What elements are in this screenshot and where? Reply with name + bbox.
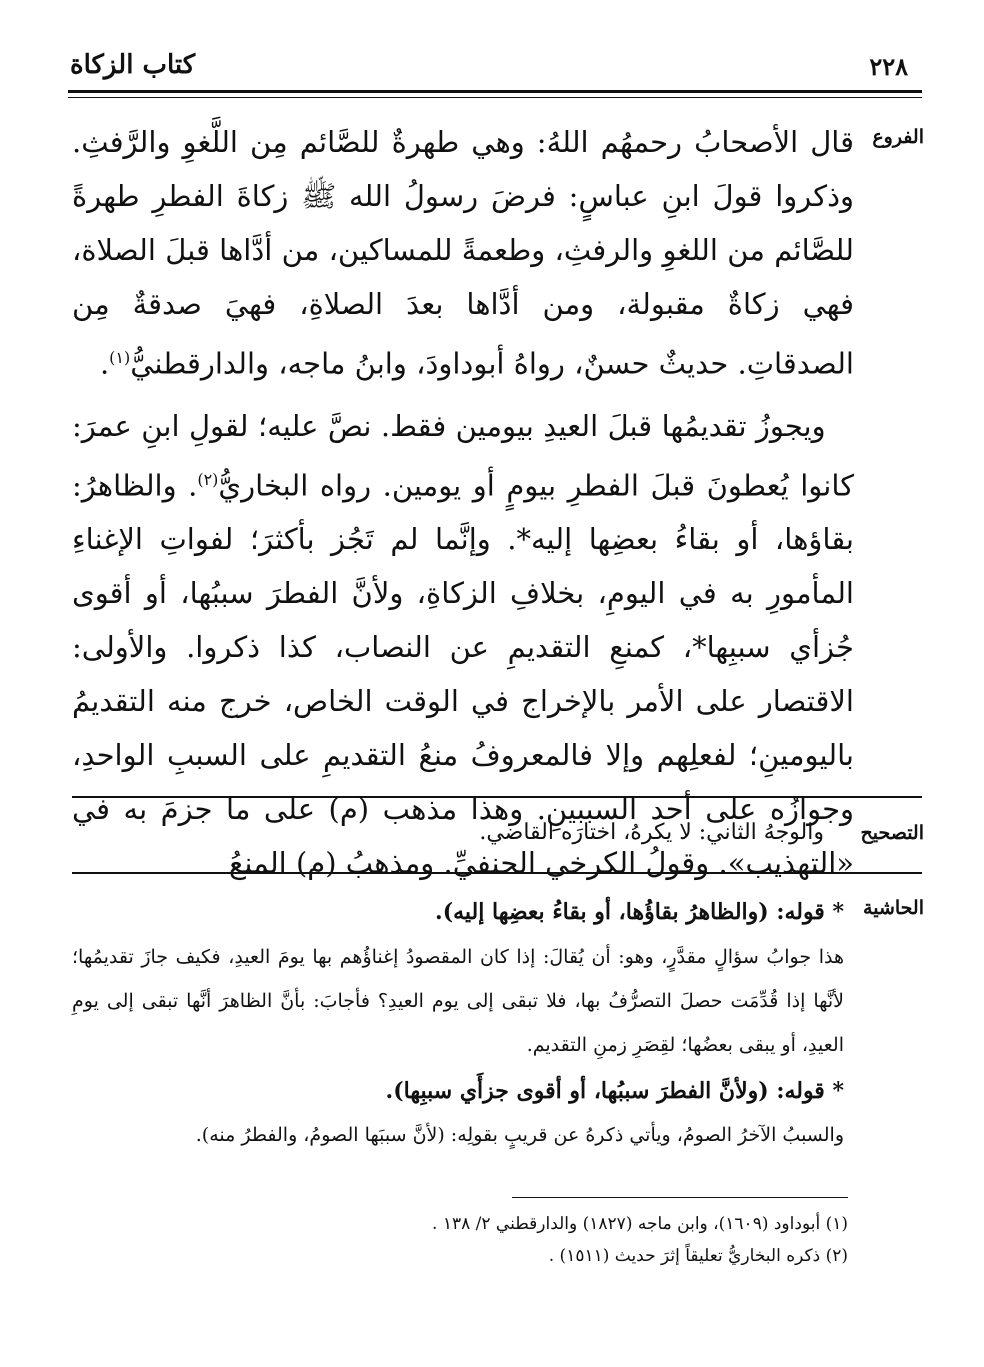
tasheeh-text: والوجهُ الثاني: لا يكرهُ، اختارَه القاضي.: [479, 820, 824, 845]
page-header: [68, 46, 922, 92]
running-title: كتاب الزكاة: [70, 50, 196, 80]
divider-tasheeh: [72, 796, 922, 798]
footnote-2: (٢) ذكره البخاريُّ تعليقاً إثرَ حديث (١٥١١) .: [548, 1246, 848, 1266]
hashiya-block: [72, 895, 844, 1157]
hashiya-quote-1: * قوله: (والظاهرُ بقاؤُها، أو بقاءُ بعضِها إليه).: [435, 899, 844, 925]
footnote-ref-2: (٢): [197, 469, 219, 489]
hashiya-quote-2: * قوله: (ولأنَّ الفطرَ سببُها، أو أقوى جزأَي سببِها).: [385, 1078, 844, 1104]
paragraph-2: [72, 399, 854, 891]
hashiya-text-1: هذا جوابُ سؤالٍ مقدَّرٍ، وهو: أن يُقالَ: إذا كان المقصودُ إغناؤُهم بها يومَ العيدِ، فكيف جازَ تقديمُها؛ لأنَّها إذا قُدِّمَت حصلَ التصرُّفُ بها، فلا تبقى إلى يوم العيدِ؟ فأجابَ: بأنَّ الظاهرَ أنَّها تبقى إلى يومِ العيدِ، أو يبقى بعضُها؛ لقِصَرِ زمنِ التقديم.: [72, 946, 844, 1056]
footnote-1: (١) أبوداود (١٦٠٩)، وابن ماجه (١٨٢٧) والدارقطني ٢/ ١٣٨ .: [432, 1214, 848, 1234]
label-hashiya: الحاشية: [863, 897, 924, 919]
paragraph-1-text: قال الأصحابُ رحمهُم اللهُ: وهي طهرةٌ للصَّائم مِن اللَّغوِ والرَّفثِ. وذكروا قولَ ابنِ عباسٍ: فرضَ رسولُ الله ﷺ زكاةَ الفطرِ طهرةً للصَّائم من اللغوِ والرفثِ، وطعمةً للمساكين، من أدَّاها قبلَ الصلاة، فهي زكاةٌ مقبولة، ومن أدَّاها بعدَ الصلاةِ، فهيَ صدقةٌ مِن الصدقاتِ. حديثٌ حسنٌ، رواهُ أبوداودَ، وابنُ ماجه، والدارقطنيُّ: [72, 125, 854, 381]
paragraph-1: [72, 115, 854, 391]
main-text: [72, 115, 854, 890]
header-rule: [68, 90, 922, 98]
footnote-rule: [512, 1197, 848, 1198]
footnotes: [72, 1208, 848, 1272]
paragraph-2-text-a: ويجوزُ تقديمُها قبلَ العيدِ بيومين فقط. نصَّ عليه؛ لقولِ ابنِ عمرَ: كانوا يُعطونَ قبلَ الفطرِ بيومٍ أو يومين. رواه البخاريُّ: [72, 408, 854, 503]
paragraph-2-text-b: . والظاهرُ: بقاؤها، أو بقاءُ بعضِها إليه*. وإنَّما لم تَجُز بأكثرَ؛ لفواتِ الإغناءِ المأمورِ به في اليومِ، بخلافِ الزكاةِ، ولأنَّ الفطرَ سببُها، أو أقوى جُزأي سببِها*، كمنعِ التقديمِ عن النصاب، كذا ذكروا. والأولى: الاقتصار على الأمر بالإخراج في الوقت الخاص، خرج منه التقديمُ باليومينِ؛ لفعلِهم وإلا فالمعروفُ منعُ التقديمِ على السببِ الواحدِ، وجوازُه على أحد السببينِ. وهذا مذهب (م) على ما جزمَ به في «التهذيب». وقولُ الكرخي الحنفيِّ. ومذهبُ (م) المنعُ: [72, 468, 854, 881]
footnote-ref-1: (١): [109, 348, 131, 367]
label-furu: الفروع: [872, 126, 924, 148]
divider-hashiya: [72, 872, 922, 874]
page-number: ٢٢٨: [869, 52, 908, 81]
hashiya-text-2: والسببُ الآخرُ الصومُ، ويأتي ذكرهُ عن قريبٍ بقولِه: (لأنَّ سببَها الصومُ، والفطرُ منه).: [195, 1124, 844, 1146]
paragraph-1-end: .: [99, 346, 110, 381]
label-tasheeh: التصحيح: [860, 822, 924, 844]
